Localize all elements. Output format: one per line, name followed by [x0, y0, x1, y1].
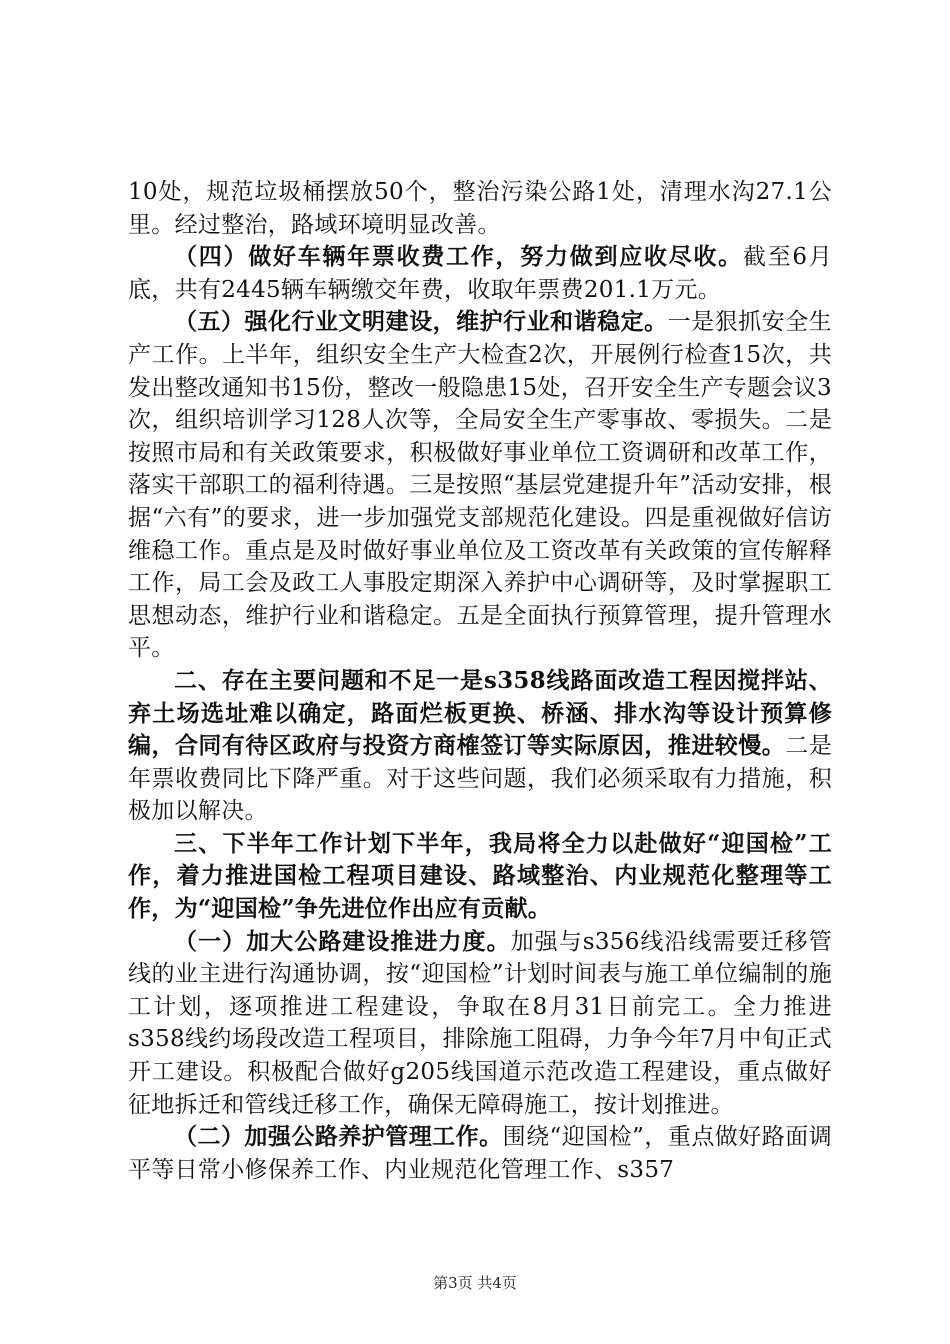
page-footer: [0, 1272, 950, 1293]
paragraph-6-text: 加强与s356线沿线需要迁移管线的业主进行沟通协调，按“迎国检”计划时间表与施工单位编制的施工计划，逐项推进工程建设，争取在8月31日前完工。全力推进s358线约场段改造工程项目，排除施工阻碍，力争今年7月中旬正式开工建设。积极配合做好g205线国道示范改造工程建设，重点做好征地拆迁和管线迁移工作，确保无障碍施工，按计划推进。: [128, 928, 833, 1118]
paragraph-4-text: 二是年票收费同比下降严重。对于这些问题，我们必须采取有力措施，积极加以解决。: [128, 733, 832, 825]
paragraph-3-lead: （五）强化行业文明建设，维护行业和谐稳定。: [174, 308, 668, 336]
paragraph-2-lead: （四）做好车辆年票收费工作，努力做到应收尽收。: [174, 243, 743, 271]
document-body: [128, 176, 832, 1186]
paragraph-6: [128, 926, 832, 1122]
paragraph-1: [128, 176, 832, 241]
paragraph-2-text: 截至6月底，共有2445辆车辆缴交年费，收取年票费201.1万元。: [128, 244, 832, 303]
paragraph-4-lead: 二、存在主要问题和不足一是s358线路面改造工程因搅拌站、弃土场选址难以确定，路面烂板更换、桥涵、排水沟等设计预算修编，合同有待区政府与投资方商榷签订等实际原因，推进较慢。: [128, 666, 832, 760]
paragraph-2: [128, 241, 832, 306]
paragraph-1-text: 10处，规范垃圾桶摆放50个，整治污染公路1处，清理水沟27.1公里。经过整治，路域环境明显改善。: [128, 179, 832, 238]
paragraph-6-lead: （一）加大公路建设推进力度。: [174, 927, 511, 955]
paragraph-7: [128, 1121, 832, 1186]
paragraph-5: [128, 828, 832, 926]
paragraph-3: [128, 306, 832, 665]
page-number-label: 第3页 共4页: [433, 1274, 517, 1292]
paragraph-4: [128, 665, 832, 828]
paragraph-7-lead: （二）加强公路养护管理工作。: [174, 1123, 503, 1151]
paragraph-7-text: 围绕“迎国检”，重点做好路面调平等日常小修保养工作、内业规范化管理工作、s357: [128, 1124, 832, 1183]
paragraph-5-lead: 三、下半年工作计划下半年，我局将全力以赴做好“迎国检”工作，着力推进国检工程项目建设、路域整治、内业规范化整理等工作，为“迎国检”争先进位作出应有贡献。: [128, 829, 832, 923]
paragraph-3-text: 一是狠抓安全生产工作。上半年，组织安全生产大检查2次，开展例行检查15次，共发出整改通知书15份，整改一般隐患15处，召开安全生产专题会议3次，组织培训学习128人次等，全局安全生产零事故、零损失。二是按照市局和有关政策要求，积极做好事业单位工资调研和改革工作，落实干部职工的福利待遇。三是按照“基层党建提升年”活动安排，根据“六有”的要求，进一步加强党支部规范化建设。四是重视做好信访维稳工作。重点是及时做好事业单位及工资改革有关政策的宣传解释工作，局工会及政工人事股定期深入养护中心调研等，及时掌握职工思想动态，维护行业和谐稳定。五是全面执行预算管理，提升管理水平。: [128, 309, 832, 662]
